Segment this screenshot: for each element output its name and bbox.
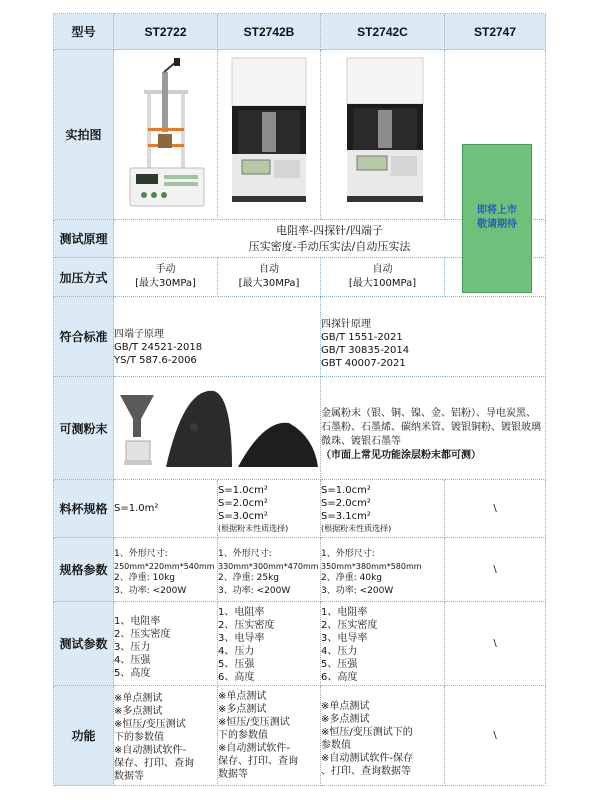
cup-st2742b [218,480,321,538]
cup-size: S=1.0cm² [321,484,371,496]
cup-note: (根据粉末性质选择) [218,523,289,533]
photo-st2747 [445,50,546,230]
functions-line: ※单点测试 [114,692,163,704]
functions-line: 下的参数值 [114,731,164,743]
functions-line: ※多点测试 [114,705,163,717]
params-line: 3、功率: <200W [218,585,291,596]
functions-st2742b [218,686,321,786]
functions-st2747: \ [445,686,546,786]
powders-label: 可测粉末 [54,377,114,480]
functions-line: ※多点测试 [218,704,267,715]
params-line: 250mm*220mm*540mm [114,561,215,571]
pressure-label: 加压方式 [54,258,114,297]
standard-line: 四探针原理 [321,318,371,330]
standard-line: 四端子原理 [114,329,164,340]
tests-line: 5、压强 [218,658,255,670]
powders-row [54,377,546,480]
tests-line: 3、电导率 [321,632,368,644]
functions-line: 保存、打印、查询 [114,757,194,769]
standard-line: GB/T 24521-2018 [114,342,203,353]
photo-row [54,50,546,220]
params-line: 2、净重: 25kg [218,572,279,583]
cup-label: 料杯规格 [54,480,114,538]
functions-line: ※自动测试软件- [218,743,290,754]
pressure-max: [最大30MPa] [135,278,196,289]
pressure-st2742c [321,258,445,297]
standard-four-terminal [114,297,321,377]
photo-st2742b [218,50,321,220]
functions-line: 下的参数值 [218,730,268,741]
tests-line: 2、压实密度 [218,619,275,631]
params-line: 3、功率: <200W [321,585,394,596]
cup-size: S=3.0cm² [218,510,268,522]
functions-line: ※单点测试 [321,700,370,712]
instrument-st2742c-image [321,50,445,215]
model-st2722: ST2722 [114,14,218,50]
cup-st2722: S=1.0m² [114,480,218,538]
header-row [54,14,546,50]
powders-text-cell [321,377,546,480]
tests-line: 5、压强 [321,658,358,670]
params-st2742b [218,538,321,602]
pressure-max: [最大30MPa] [238,278,300,289]
tests-line: 4、压强 [114,655,151,666]
cup-row [54,480,546,538]
tests-line: 5、高度 [114,668,151,679]
tests-line: 4、压力 [218,645,255,657]
tests-line: 2、压实密度 [114,629,171,640]
powders-list: 金属粉末（银、铜、镍、金、铝粉）、导电炭黑、石墨粉、石墨烯、碳纳米管、镀银铜粉、镀银玻璃微珠、镀银石墨等 [321,408,541,447]
photo-st2722 [114,50,218,220]
principle-line-1: 电阻率-四探针/四端子 [276,223,383,237]
tests-st2742b [218,602,321,686]
tests-line: 3、压力 [114,642,151,653]
standard-line: GB/T 30835-2014 [321,344,410,356]
standard-line: YS/T 587.6-2006 [114,355,197,366]
functions-line: 数据等 [114,770,144,782]
tests-st2742c [321,602,445,686]
functions-line: 数据等 [218,769,248,780]
params-line: 1、外形尺寸: [218,548,272,559]
pressure-mode: 自动 [259,264,279,275]
functions-line: 、打印、查询数据等 [321,765,411,777]
params-line: 2、净重: 40kg [321,572,382,583]
coming-soon-badge [462,144,532,293]
tests-line: 1、电阻率 [218,606,265,618]
functions-line: ※多点测试 [321,713,370,725]
model-st2742c: ST2742C [321,14,445,50]
functions-line: ※恒压/变压测试下的 [321,726,413,738]
tests-label: 测试参数 [54,602,114,686]
standard-row [54,297,546,377]
functions-line: 保存、打印、查询 [218,756,298,767]
pressure-mode: 手动 [155,264,176,275]
pressure-st2742b [218,258,321,297]
instrument-st2722-image [114,50,218,215]
params-line: 350mm*380mm*580mm [321,561,422,571]
cup-size: S=2.0cm² [321,497,371,509]
params-st2742c [321,538,445,602]
functions-label: 功能 [54,686,114,786]
cup-note: (根据粉末性质选择) [321,523,392,533]
standard-label: 符合标准 [54,297,114,377]
principle-label: 测试原理 [54,220,114,258]
functions-row [54,686,546,786]
functions-line: ※恒压/变压测试 [114,718,186,730]
tests-st2722 [114,602,218,686]
cup-size: S=2.0cm² [218,497,268,509]
tests-row [54,602,546,686]
params-st2722 [114,538,218,602]
coming-soon-line-1: 即将上市 [477,205,517,216]
params-row [54,538,546,602]
pressure-max: [最大100MPa] [348,278,417,289]
params-line: 1、外形尺寸: [321,548,375,559]
powder-samples-image [114,377,321,475]
powders-note: （市面上常见功能涂层粉末都可测） [321,450,481,461]
standard-four-probe [321,297,546,377]
functions-line: 参数值 [321,739,351,751]
model-st2742b: ST2742B [218,14,321,50]
powder-photos [114,377,321,480]
standard-line: GB/T 1551-2021 [321,331,403,343]
model-label: 型号 [54,14,114,50]
cup-size: S=1.0cm² [218,484,268,496]
principle-line-2: 压实密度-手动压实法/自动压实法 [248,239,411,253]
tests-line: 1、电阻率 [114,616,161,627]
functions-line: ※恒压/变压测试 [218,717,290,728]
cup-size: S=3.1cm² [321,510,371,522]
params-label: 规格参数 [54,538,114,602]
tests-st2747: \ [445,602,546,686]
spec-table [53,13,546,786]
tests-line: 4、压力 [321,645,358,657]
tests-line: 6、高度 [218,671,255,683]
model-st2747: ST2747 [445,14,546,50]
coming-soon-line-2: 敬请期待 [477,219,517,230]
cup-st2747: \ [445,480,546,538]
params-line: 3、功率: <200W [114,585,187,596]
pressure-mode: 自动 [372,264,393,275]
photo-label: 实拍图 [54,50,114,220]
params-line: 1、外形尺寸: [114,548,168,559]
functions-line: ※单点测试 [218,691,267,702]
functions-st2722 [114,686,218,786]
params-line: 2、净重: 10kg [114,572,175,583]
standard-line: GBT 40007-2021 [321,357,406,369]
functions-line: ※自动测试软件- [114,744,186,756]
tests-line: 6、高度 [321,671,358,683]
params-line: 330mm*300mm*470mm [218,561,319,571]
tests-line: 2、压实密度 [321,619,378,631]
instrument-st2742b-image [218,50,321,215]
cup-st2742c [321,480,445,538]
params-st2747: \ [445,538,546,602]
functions-line: ※自动测试软件-保存 [321,752,413,764]
functions-st2742c [321,686,445,786]
photo-st2742c [321,50,445,220]
tests-line: 1、电阻率 [321,606,368,618]
tests-line: 3、电导率 [218,632,265,644]
pressure-st2722 [114,258,218,297]
